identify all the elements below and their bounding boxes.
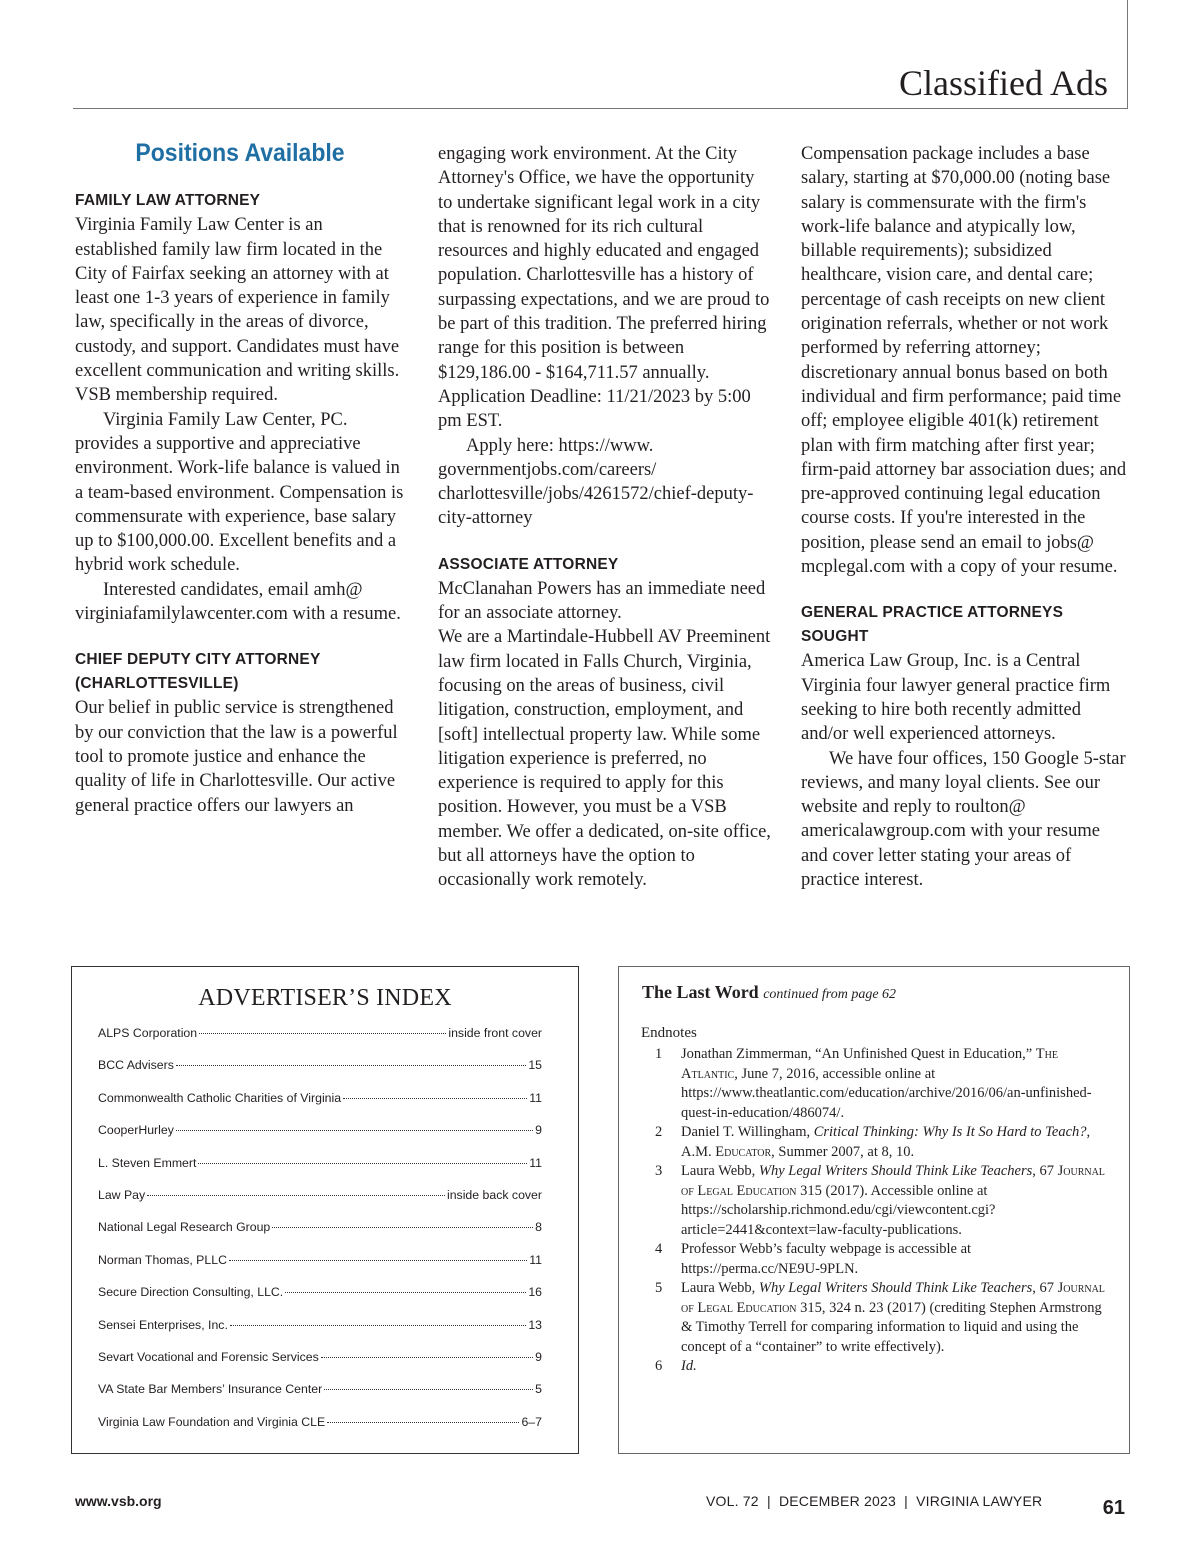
endnote: [655, 1357, 1107, 1377]
endnote-number: 4: [655, 1241, 663, 1257]
ad-paragraph: We have four offices, 150 Google 5-star reviews, and many loyal clients. See our website and reply to roulton@ americalawgroup.com with your resume and cover letter stating your areas of practice interest.: [801, 748, 1126, 891]
ad-paragraph: America Law Group, Inc. is a Central Virginia four lawyer general practice firm seeking to hire both recently admitted and/or well experienced attorneys.: [801, 651, 1111, 745]
header-rule: [73, 108, 1128, 109]
dot-leader: [230, 1325, 526, 1326]
ad-family-law-attorney: [75, 189, 405, 626]
advertiser-name: Commonwealth Catholic Charities of Virginia: [98, 1090, 342, 1105]
endnotes-list: [655, 1045, 1107, 1377]
advertiser-page: 9: [535, 1123, 542, 1138]
advertiser-page: 8: [535, 1220, 542, 1235]
advertiser-name: Law Pay: [98, 1187, 146, 1202]
advertiser-name: ALPS Corporation: [98, 1026, 198, 1040]
advertiser-entry: [98, 1285, 542, 1317]
dot-leader: [321, 1357, 533, 1358]
advertiser-name: Sensei Enterprises, Inc.: [98, 1317, 228, 1332]
ad-paragraph: Virginia Family Law Center is an established family law firm located in the City of Fairfax seeking an attorney with at least one 1-3 years of experience in family law, specifically in the areas of divorce, custody, and support. Candidates must have excellent communication and writing skills. VSB membership required.: [75, 215, 400, 406]
dot-leader: [229, 1260, 527, 1261]
ad-title: GENERAL PRACTICE ATTORNEYS SOUGHT: [801, 604, 1064, 646]
ad-paragraph: Virginia Family Law Center, PC. provides a supportive and appreciative environment. Work-life balance is valued in a team-based environment. Compensation is commensurate with experience, base salary up to $100,000.00. Excellent benefits and a hybrid work schedule.: [75, 409, 404, 576]
endnote-text: Id.: [681, 1358, 697, 1374]
page-number: 61: [1102, 1497, 1125, 1519]
advertiser-page: 13: [528, 1317, 542, 1332]
last-word-continued: continued from page 62: [763, 987, 897, 1002]
dot-leader: [285, 1292, 526, 1293]
endnote-text: Professor Webb’s faculty webpage is accessible at https://perma.cc/NE9U-9PLN.: [681, 1241, 972, 1277]
endnote-number: 3: [655, 1163, 663, 1179]
advertiser-entry: [98, 1123, 542, 1155]
advertiser-name: Sevart Vocational and Forensic Services: [98, 1349, 319, 1364]
dot-leader: [343, 1098, 527, 1099]
advertiser-name: Virginia Law Foundation and Virginia CLE: [98, 1414, 326, 1429]
advertiser-entry: [98, 1415, 542, 1447]
endnote-text: Laura Webb, Why Legal Writers Should Think Like Teachers, 67 Journal of Legal Education 315, 324 n. 23 (2017) (crediting Stephen Armstrong & Timothy Terrell for comparing information to liquid and using the concept of a “container” to write effectively).: [681, 1280, 1105, 1355]
dot-leader: [147, 1195, 445, 1196]
advertiser-page: 11: [529, 1155, 542, 1170]
advertiser-name: L. Steven Emmert: [98, 1155, 197, 1170]
advertiser-page: 16: [528, 1285, 542, 1300]
advertiser-entry: [98, 1026, 542, 1058]
column-2: [438, 142, 773, 915]
dot-leader: [324, 1389, 533, 1390]
advertisers-index-title: ADVERTISER’S INDEX: [198, 985, 452, 1011]
advertiser-name: CooperHurley: [98, 1123, 174, 1138]
dot-leader: [198, 1163, 527, 1164]
ad-general-practice-attorneys: [801, 601, 1131, 892]
dot-leader: [199, 1033, 446, 1034]
footer-issue-info: VOL. 72 | DECEMBER 2023 | VIRGINIA LAWYER: [706, 1493, 1043, 1509]
ad-title: FAMILY LAW ATTORNEY: [75, 192, 261, 210]
advertiser-entry: [98, 1058, 542, 1090]
endnote: [655, 1123, 1107, 1162]
column-3: [801, 142, 1131, 914]
advertiser-entry: [98, 1318, 542, 1350]
advertisers-index-box: [71, 966, 579, 1454]
endnote-number: 6: [655, 1358, 663, 1374]
endnote-number: 2: [655, 1124, 663, 1140]
advertiser-page: inside front cover: [448, 1026, 542, 1040]
section-title: Classified Ads: [898, 63, 1108, 103]
advertiser-page: 11: [529, 1252, 542, 1267]
dot-leader: [176, 1130, 533, 1131]
ad-title-location: (CHARLOTTESVILLE): [75, 675, 239, 693]
advertiser-name: Norman Thomas, PLLC: [98, 1252, 227, 1267]
last-word-heading: [642, 982, 1129, 1003]
endnote: [655, 1045, 1107, 1123]
endnotes-label: Endnotes: [641, 1025, 697, 1041]
advertiser-page: inside back cover: [446, 1187, 542, 1202]
column-1: [75, 139, 405, 840]
endnote-number: 5: [655, 1280, 663, 1296]
advertiser-entry: [98, 1350, 542, 1382]
header-vertical-rule: [1127, 0, 1128, 109]
advertiser-entry: [98, 1156, 542, 1188]
ad-chief-deputy-city-attorney: [75, 648, 405, 817]
advertiser-page: 5: [535, 1382, 542, 1397]
ad-paragraph: Apply here: https://www. governmentjobs.com/careers/ charlottesville/jobs/4261572/chief-deputy-city-attorney: [438, 435, 754, 529]
advertiser-entry: [98, 1188, 542, 1220]
advertiser-entry: [98, 1253, 542, 1285]
advertiser-page: 11: [529, 1090, 542, 1105]
advertiser-page: 9: [535, 1349, 542, 1364]
ad-paragraph: Compensation package includes a base salary, starting at $70,000.00 (noting base salary is commensurate with the firm's work-life balance and atypically low, billable requirements); subsidized healthcare, vision care, and dental care; percentage of cash receipts on new client origination referrals, whether or not work performed by referring attorney; discretionary annual bonus based on both individual and firm performance; paid time off; employee eligible 401(k) retirement plan with firm matching after first year; firm-paid attorney bar association dues; and pre-approved continuing legal education course costs. If you're interested in the position, please send an email to jobs@ mcplegal.com with a copy of your resume.: [801, 144, 1127, 578]
ad-title: ASSOCIATE ATTORNEY: [438, 555, 619, 573]
advertiser-page: 6–7: [521, 1414, 542, 1429]
advertiser-page: 15: [528, 1058, 542, 1073]
ad-paragraph: McClanahan Powers has an immediate need for an associate attorney.: [438, 578, 766, 624]
ad-associate-attorney: [438, 553, 773, 893]
ad-paragraph: engaging work environment. At the City Attorney's Office, we have the opportunity to undertake significant legal work in a city that is renowned for its rich cultural resources and highly educated and engaged population. Charlottesville has a history of surpassing expectations, and we are proud to be part of this tradition. The preferred hiring range for this position is between $129,186.00 - $164,711.57 annually. Application Deadline: 11/21/2023 by 5:00 pm EST.: [438, 144, 770, 432]
ad-title: CHIEF DEPUTY CITY ATTORNEY: [75, 651, 321, 669]
ad-paragraph: We are a Martindale-Hubbell AV Preeminent law firm located in Falls Church, Virginia, focusing on the areas of business, civil litigation, construction, employment, and [soft] intellectual property law. While some litigation experience is preferred, no experience is required to apply for this position. However, you must be a VSB member. We offer a dedicated, on-site office, but all attorneys have the option to occasionally work remotely.: [438, 627, 771, 891]
advertiser-name: National Legal Research Group: [98, 1220, 271, 1235]
endnote-number: 1: [655, 1046, 663, 1062]
last-word-title: The Last Word: [642, 982, 759, 1002]
endnote-text: Laura Webb, Why Legal Writers Should Think Like Teachers, 67 Journal of Legal Education 315 (2017). Accessible online at https://scholarship.richmond.edu/cgi/viewcontent.cgi?article=2441&context=law-faculty-publications.: [681, 1163, 1105, 1238]
advertiser-name: BCC Advisers: [98, 1058, 174, 1073]
dot-leader: [272, 1227, 533, 1228]
endnote-text: Jonathan Zimmerman, “An Unfinished Quest in Education,” The Atlantic, June 7, 2016, accessible online at https://www.theatlantic.com/education/archive/2016/06/an-unfinished-quest-in-education/486074/.: [681, 1046, 1092, 1121]
endnote: [655, 1240, 1107, 1279]
footer-url[interactable]: www.vsb.org: [75, 1493, 162, 1509]
ad-chief-deputy-continued: [438, 142, 773, 531]
dot-leader: [176, 1065, 526, 1066]
ad-associate-continued: [801, 142, 1131, 579]
ad-paragraph: Our belief in public service is strengthened by our conviction that the law is a powerful tool to promote justice and enhance the quality of life in Charlottesville. Our active general practice offers our lawyers an: [75, 698, 398, 816]
endnote: [655, 1162, 1107, 1240]
endnote: [655, 1279, 1107, 1357]
endnote-text: Daniel T. Willingham, Critical Thinking: Why Is It So Hard to Teach?, A.M. Educator, Summer 2007, at 8, 10.: [681, 1124, 1091, 1160]
advertiser-name: VA State Bar Members’ Insurance Center: [98, 1382, 323, 1397]
dot-leader: [327, 1422, 519, 1423]
advertiser-entry: [98, 1220, 542, 1252]
advertiser-name: Secure Direction Consulting, LLC.: [98, 1285, 284, 1300]
ad-paragraph: Interested candidates, email amh@ virginiafamilylawcenter.com with a resume.: [75, 579, 401, 625]
last-word-box: [618, 966, 1130, 1454]
advertisers-index-list: [72, 1026, 578, 1447]
advertiser-entry: [98, 1091, 542, 1123]
positions-heading: Positions Available: [135, 139, 345, 167]
advertiser-entry: [98, 1382, 542, 1414]
